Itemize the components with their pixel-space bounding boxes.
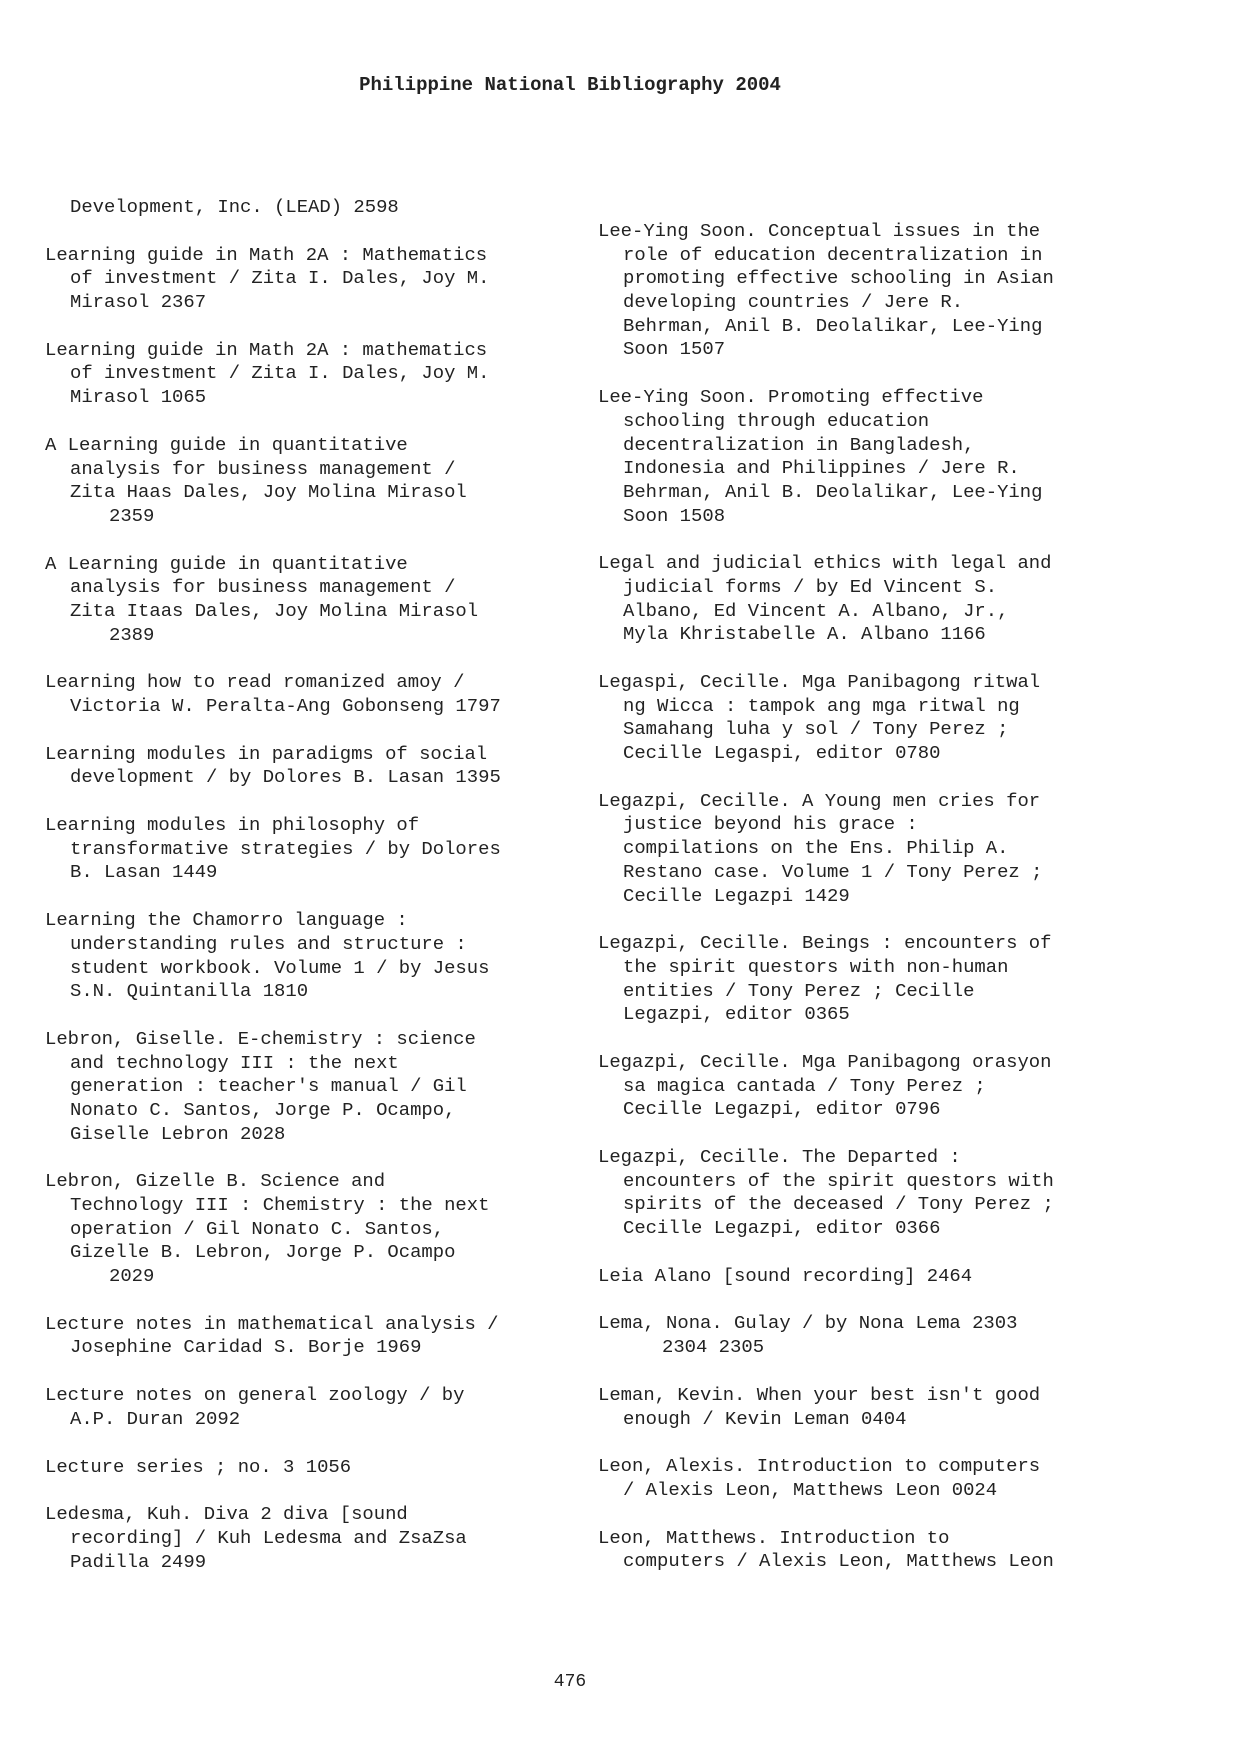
entry-line: Learning modules in philosophy of (45, 814, 420, 837)
entry-line: development / by Dolores B. Lasan 1395 (70, 766, 501, 789)
entry-line: encounters of the spirit questors with (623, 1169, 1054, 1192)
bibliography-entry (45, 909, 585, 1004)
entry-line: Lema, Nona. Gulay / by Nona Lema 2303 (598, 1312, 1018, 1335)
entry-line: Legazpi, Cecille. The Departed : (598, 1146, 961, 1168)
entry-line: recording] / Kuh Ledesma and ZsaZsa (70, 1526, 467, 1549)
bibliography-entry (45, 1384, 585, 1431)
entry-line: Learning guide in Math 2A : Mathematics (45, 243, 488, 266)
entry-line: Zita Haas Dales, Joy Molina Mirasol (70, 481, 467, 504)
entry-line: A Learning guide in quantitative (45, 552, 408, 575)
entry-line: Padilla 2499 (70, 1550, 207, 1573)
entry-line: Lecture series ; no. 3 1056 (45, 1455, 352, 1478)
bibliography-entry (598, 220, 1138, 362)
entry-line: Josephine Caridad S. Borje 1969 (70, 1336, 422, 1359)
entry-line: / Alexis Leon, Matthews Leon 0024 (623, 1478, 998, 1501)
entry-line: Legazpi, Cecille. Mga Panibagong orasyon (598, 1050, 1052, 1073)
entry-line: student workbook. Volume 1 / by Jesus (70, 956, 490, 979)
entry-line: entities / Tony Perez ; Cecille (623, 979, 975, 1002)
bibliography-entry (45, 196, 585, 220)
entry-line: Legazpi, editor 0365 (623, 1003, 850, 1026)
entry-line: Victoria W. Peralta-Ang Gobonseng 1797 (70, 695, 501, 717)
entry-line: 2304 2305 (662, 1336, 765, 1359)
bibliography-entry (598, 386, 1138, 528)
entry-line: Mirasol 2367 (70, 291, 207, 314)
entry-line: Myla Khristabelle A. Albano 1166 (623, 623, 986, 646)
entry-line: ng Wicca : tampok ang mga ritwal ng (623, 694, 1020, 717)
entry-line: B. Lasan 1449 (70, 861, 218, 884)
entry-line: Cecille Legazpi, editor 0796 (623, 1098, 941, 1121)
entry-line: Behrman, Anil B. Deolalikar, Lee-Ying (623, 480, 1043, 503)
entry-line: Legaspi, Cecille. Mga Panibagong ritwal (598, 671, 1041, 693)
entry-line: sa magica cantada / Tony Perez ; (623, 1074, 986, 1097)
entry-line: Cecille Legazpi, editor 0366 (623, 1217, 941, 1240)
entry-line: operation / Gil Nonato C. Santos, (70, 1217, 445, 1240)
entry-line: schooling through education (623, 409, 930, 432)
entry-line: Soon 1508 (623, 504, 726, 527)
entry-line: and technology III : the next (70, 1051, 399, 1074)
bibliography-entry (598, 1455, 1138, 1502)
entry-line: Legazpi, Cecille. A Young men cries for (598, 789, 1041, 812)
entry-line: Learning guide in Math 2A : mathematics (45, 338, 488, 361)
entry-line: spirits of the deceased / Tony Perez ; (623, 1193, 1054, 1216)
bibliography-entry (45, 1028, 585, 1146)
entry-line: promoting effective schooling in Asian (623, 267, 1054, 290)
bibliography-entry (45, 553, 585, 648)
bibliography-entry (598, 790, 1138, 908)
entry-line: Leman, Kevin. When your best isn't good (598, 1383, 1041, 1406)
right-column (598, 220, 1138, 1598)
entry-line: Technology III : Chemistry : the next (70, 1194, 490, 1216)
entry-line: Zita Itaas Dales, Joy Molina Mirasol (70, 599, 479, 622)
entry-line: enough / Kevin Leman 0404 (623, 1407, 907, 1430)
entry-line: Legazpi, Cecille. Beings : encounters of (598, 932, 1052, 955)
entry-line: Development, Inc. (LEAD) 2598 (70, 196, 399, 218)
left-column (45, 196, 585, 1598)
entry-line: Soon 1507 (623, 338, 726, 361)
bibliography-entry (45, 1456, 585, 1480)
entry-line: of investment / Zita I. Dales, Joy M. (70, 362, 490, 385)
entry-line: computers / Alexis Leon, Matthews Leon (623, 1550, 1054, 1573)
entry-line: compilations on the Ens. Philip A. (623, 837, 1009, 860)
entry-line: Albano, Ed Vincent A. Albano, Jr., (623, 599, 1009, 622)
bibliography-entry (45, 671, 585, 718)
entry-line: of investment / Zita I. Dales, Joy M. (70, 267, 490, 290)
entry-line: Samahang luha y sol / Tony Perez ; (623, 718, 1009, 741)
entry-line: Learning the Chamorro language : (45, 909, 408, 932)
bibliography-entry (598, 1312, 1138, 1359)
entry-line: Ledesma, Kuh. Diva 2 diva [sound (45, 1503, 408, 1526)
page-title: Philippine National Bibliography 2004 (359, 74, 781, 96)
bibliography-entry (45, 814, 585, 885)
bibliography-entry (45, 743, 585, 790)
entry-line: the spirit questors with non-human (623, 955, 1009, 978)
entry-line: judicial forms / by Ed Vincent S. (623, 575, 998, 598)
entry-line: Lee-Ying Soon. Conceptual issues in the (598, 220, 1041, 242)
entry-line: 2359 (109, 504, 155, 527)
entry-line: Learning modules in paradigms of social (45, 742, 488, 765)
entry-line: Indonesia and Philippines / Jere R. (623, 457, 1020, 480)
bibliography-entry (598, 1051, 1138, 1122)
entry-line: Nonato C. Santos, Jorge P. Ocampo, (70, 1098, 456, 1121)
entry-line: Restano case. Volume 1 / Tony Perez ; (623, 860, 1043, 883)
entry-line: Learning how to read romanized amoy / (45, 671, 465, 694)
entry-line: A.P. Duran 2092 (70, 1407, 241, 1430)
entry-line: Mirasol 1065 (70, 386, 207, 409)
bibliography-entry (598, 1265, 1138, 1289)
entry-line: generation : teacher's manual / Gil (70, 1075, 467, 1098)
entry-line: Giselle Lebron 2028 (70, 1122, 286, 1145)
entry-line: Cecille Legaspi, editor 0780 (623, 742, 941, 765)
entry-line: 2389 (109, 623, 155, 646)
entry-line: transformative strategies / by Dolores (70, 837, 501, 860)
entry-line: justice beyond his grace : (623, 813, 918, 836)
entry-line: analysis for business management / (70, 457, 456, 480)
bibliography-entry (45, 1313, 585, 1360)
bibliography-entry (45, 339, 585, 410)
entry-line: developing countries / Jere R. (623, 291, 964, 314)
entry-line: role of education decentralization in (623, 243, 1043, 266)
entry-line: Lee-Ying Soon. Promoting effective (598, 386, 984, 409)
bibliography-entry (45, 244, 585, 315)
entry-line: Leon, Matthews. Introduction to (598, 1526, 950, 1549)
entry-line: analysis for business management / (70, 576, 456, 599)
entry-line: Gizelle B. Lebron, Jorge P. Ocampo (70, 1241, 456, 1264)
bibliography-entry (598, 671, 1138, 766)
entry-line: Lecture notes in mathematical analysis / (45, 1312, 499, 1335)
entry-line: Behrman, Anil B. Deolalikar, Lee-Ying (623, 314, 1043, 337)
bibliography-entry (45, 1170, 585, 1288)
entry-line: S.N. Quintanilla 1810 (70, 980, 309, 1003)
bibliography-entry (598, 932, 1138, 1027)
entry-line: 2029 (109, 1265, 155, 1288)
entry-line: Leon, Alexis. Introduction to computers (598, 1455, 1041, 1478)
page-number: 476 (553, 1672, 587, 1692)
entry-line: Lebron, Gizelle B. Science and (45, 1170, 386, 1193)
entry-line: decentralization in Bangladesh, (623, 433, 975, 456)
entry-line: A Learning guide in quantitative (45, 433, 408, 456)
bibliography-entry (598, 1146, 1138, 1241)
entry-line: Lecture notes on general zoology / by (45, 1384, 465, 1407)
bibliography-entry (45, 434, 585, 529)
entry-line: Cecille Legazpi 1429 (623, 884, 850, 907)
bibliography-entry (598, 552, 1138, 647)
entry-line: Leia Alano [sound recording] 2464 (598, 1264, 973, 1287)
bibliography-entry (598, 1527, 1138, 1574)
bibliography-entry (598, 1384, 1138, 1431)
entry-line: Legal and judicial ethics with legal and (598, 552, 1052, 575)
entry-line: Lebron, Giselle. E-chemistry : science (45, 1027, 476, 1050)
bibliography-entry (45, 1503, 585, 1574)
entry-line: understanding rules and structure : (70, 932, 467, 955)
